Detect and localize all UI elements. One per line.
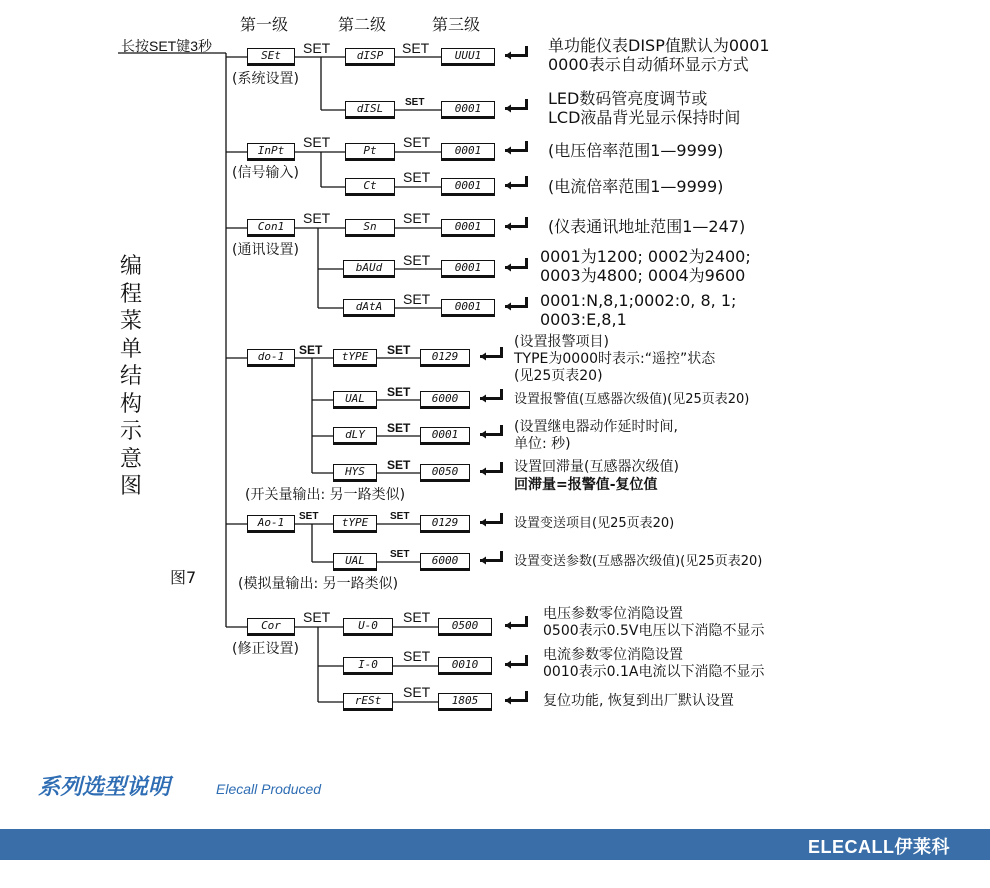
desc-i0: 电流参数零位消隐设置 0010表示0.1A电流以下消隐不显示 <box>543 647 765 680</box>
desc-pt: (电压倍率范围1—9999) <box>548 141 724 160</box>
set-label: SET <box>403 648 431 664</box>
menu-code-ao-type: tYPE <box>333 515 377 533</box>
menu-code-do1: do-1 <box>247 349 295 367</box>
caption-con1: (通讯设置) <box>232 242 299 258</box>
figure-label: 图7 <box>170 568 197 587</box>
menu-code-pt: Pt <box>345 143 395 161</box>
caption-do1: (开关量输出: 另一路类似) <box>245 487 406 503</box>
title-char: 单 <box>119 336 142 362</box>
desc-disl: LED数码管亮度调节或 LCD液晶背光显示保持时间 <box>548 89 741 127</box>
menu-code-u0: U-0 <box>343 618 393 636</box>
value-ao-type: 0129 <box>420 515 470 533</box>
menu-code-ct: Ct <box>345 178 395 196</box>
value-data: 0001 <box>441 299 495 317</box>
series-title-en: Elecall Produced <box>216 781 322 797</box>
set-label: SET <box>303 210 331 226</box>
desc-baud: 0001为1200; 0002为2400; 0003为4800; 0004为9600 <box>540 247 751 285</box>
caption-inpt: (信号输入) <box>232 165 299 181</box>
value-ual: 6000 <box>420 391 470 409</box>
set-label: SET <box>303 609 331 625</box>
desc-dly: (设置继电器动作延时时间, 单位: 秒) <box>514 419 678 452</box>
set-label: SET <box>387 385 411 399</box>
set-label: SET <box>405 97 425 108</box>
desc-sn: (仪表通讯地址范围1—247) <box>548 217 746 236</box>
desc-ao-ual: 设置变送参数(互感器次级值)(见25页表20) <box>514 554 763 569</box>
menu-code-ual: UAL <box>333 391 377 409</box>
menu-code-i0: I-0 <box>343 657 393 675</box>
menu-code-hys: HYS <box>333 464 377 482</box>
menu-code-ao1: Ao-1 <box>247 515 295 533</box>
title-char: 结 <box>119 364 142 389</box>
value-hys: 0050 <box>420 464 470 482</box>
series-title-cn: 系列选型说明 <box>38 775 171 800</box>
menu-code-cor: Cor <box>247 618 295 636</box>
menu-code-baud: bAUd <box>343 260 395 278</box>
caption-ao1: (模拟量输出: 另一路类似) <box>238 576 399 592</box>
menu-code-disl: dISL <box>345 101 395 119</box>
set-label: SET <box>403 252 431 268</box>
menu-code-ao-ual: UAL <box>333 553 377 571</box>
desc-u0: 电压参数零位消隐设置 0500表示0.5V电压以下消隐不显示 <box>543 606 765 639</box>
menu-code-rest: rESt <box>343 693 393 711</box>
menu-code-con1: Con1 <box>247 219 295 237</box>
desc-type: (设置报警项目) TYPE为0000时表示:“遥控”状态 (见25页表20) <box>514 334 716 384</box>
value-type: 0129 <box>420 349 470 367</box>
header-level1: 第一级 <box>240 15 289 34</box>
value-sn: 0001 <box>441 219 495 237</box>
desc-ao-type: 设置变送项目(见25页表20) <box>514 516 675 531</box>
value-dly: 0001 <box>420 427 470 445</box>
set-label: SET <box>403 609 431 625</box>
set-label: SET <box>403 684 431 700</box>
value-ao-ual: 6000 <box>420 553 470 571</box>
desc-disp: 单功能仪表DISP值默认为0001 0000表示自动循环显示方式 <box>548 36 770 74</box>
value-i0: 0010 <box>438 657 492 675</box>
value-u0: 0500 <box>438 618 492 636</box>
title-char: 构 <box>119 391 142 417</box>
menu-code-sn: Sn <box>345 219 395 237</box>
value-disp: UUU1 <box>441 48 495 66</box>
menu-code-data: dAtA <box>343 299 395 317</box>
desc-ct: (电流倍率范围1—9999) <box>548 177 724 196</box>
title-char: 菜 <box>119 309 142 334</box>
set-label: SET <box>303 134 331 150</box>
menu-code-inpt: InPt <box>247 143 295 161</box>
title-char: 意 <box>119 446 142 472</box>
menu-code-sys: SEt <box>247 48 295 66</box>
title-char: 编 <box>119 254 142 279</box>
brand-logo: ELECALL伊莱科 <box>808 837 950 857</box>
set-label: SET <box>387 421 411 435</box>
set-label: SET <box>402 40 430 56</box>
set-label: SET <box>403 169 431 185</box>
desc-data: 0001:N,8,1;0002:0, 8, 1; 0003:E,8,1 <box>540 291 737 329</box>
header-level2: 第二级 <box>338 15 387 34</box>
value-pt: 0001 <box>441 143 495 161</box>
set-label: SET <box>403 291 431 307</box>
set-label: SET <box>299 511 319 522</box>
desc-rest: 复位功能, 恢复到出厂默认设置 <box>543 693 734 709</box>
caption-sys: (系统设置) <box>232 71 299 87</box>
value-rest: 1805 <box>438 693 492 711</box>
value-baud: 0001 <box>441 260 495 278</box>
title-char: 程 <box>119 281 142 307</box>
set-label: SET <box>390 549 410 560</box>
set-label: SET <box>387 343 411 357</box>
header-level3: 第三级 <box>432 15 481 34</box>
menu-code-disp: dISP <box>345 48 395 66</box>
desc-ual: 设置报警值(互感器次级值)(见25页表20) <box>514 392 750 407</box>
set-label: SET <box>403 210 431 226</box>
menu-code-type: tYPE <box>333 349 377 367</box>
value-ct: 0001 <box>441 178 495 196</box>
value-disl: 0001 <box>441 101 495 119</box>
title-char: 示 <box>119 419 142 444</box>
caption-cor: (修正设置) <box>232 641 299 657</box>
set-label: SET <box>299 343 323 357</box>
title-char: 图 <box>119 474 142 499</box>
menu-code-dly: dLY <box>333 427 377 445</box>
long-press-label: 长按SET键3秒 <box>121 38 213 54</box>
vertical-title <box>118 253 144 501</box>
set-label: SET <box>387 458 411 472</box>
set-label: SET <box>403 134 431 150</box>
desc-hys: 设置回滞量(互感器次级值) 回滞量=报警值-复位值 <box>514 459 679 493</box>
set-label: SET <box>390 511 410 522</box>
set-label: SET <box>303 40 331 56</box>
